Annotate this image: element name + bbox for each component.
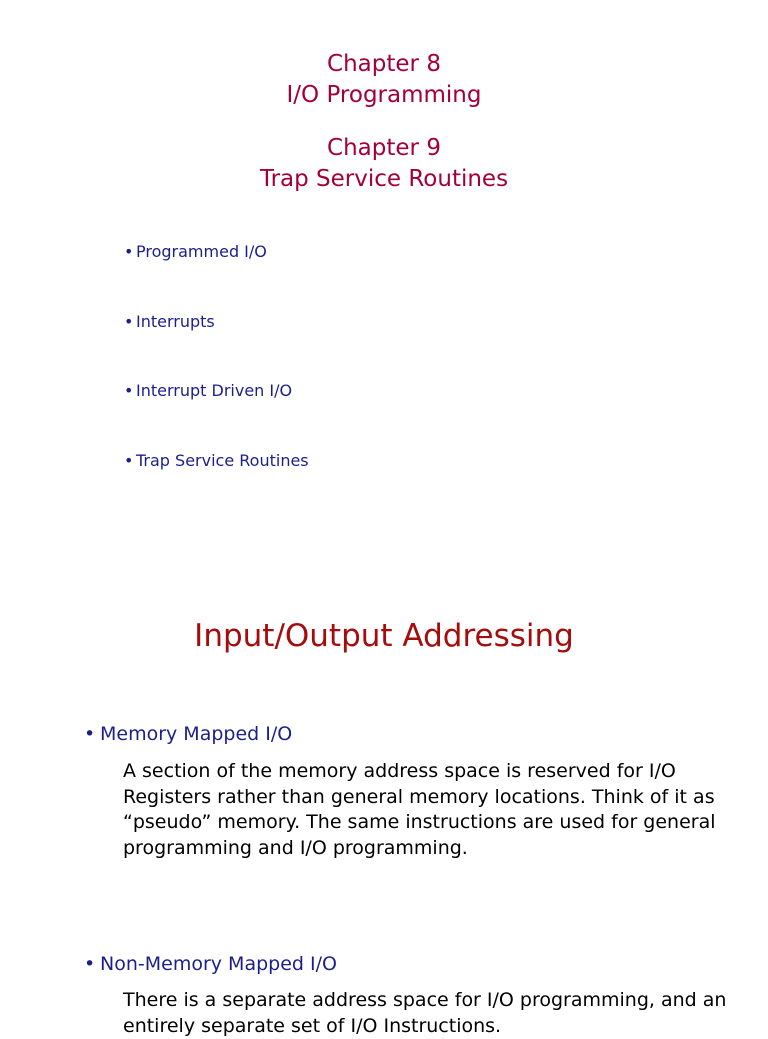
section-heading-label: Memory Mapped I/O (100, 723, 293, 745)
topic-list (124, 238, 309, 516)
chapter-8-title: I/O Programming (286, 82, 482, 108)
bullet-icon: • (84, 723, 96, 745)
topic-item (124, 308, 309, 378)
bullet-icon: • (124, 311, 134, 331)
chapter-9-title: Trap Service Routines (259, 166, 509, 192)
section-heading-non-memory-mapped (84, 951, 337, 977)
topic-item (124, 238, 309, 308)
section-body-non-memory-mapped: There is a separate address space for I/O programming, and an entirely separate set of I/O Instructions. (123, 989, 727, 1037)
topic-item (124, 377, 309, 447)
bullet-icon: • (124, 450, 134, 470)
topic-label: Programmed I/O (136, 242, 267, 261)
chapter-9-label: Chapter 9 (327, 135, 441, 161)
slide-title-io-addressing: Input/Output Addressing (194, 618, 574, 654)
bullet-icon: • (84, 953, 96, 975)
topic-label: Interrupt Driven I/O (136, 381, 293, 400)
bullet-icon: • (124, 381, 134, 400)
bullet-icon: • (124, 242, 134, 261)
section-heading-label: Non-Memory Mapped I/O (100, 953, 337, 975)
section-heading-memory-mapped (84, 721, 292, 747)
topic-label: Trap Service Routines (136, 450, 309, 470)
topic-label: Interrupts (136, 311, 215, 331)
section-body-memory-mapped: A section of the memory address space is reserved for I/O Registers rather than general memory locations. Think of it as “pseudo” memory. The same instructions are used for general programming and I/O programming. (123, 760, 716, 859)
topic-item (124, 447, 309, 517)
chapter-8-label: Chapter 8 (327, 51, 441, 77)
